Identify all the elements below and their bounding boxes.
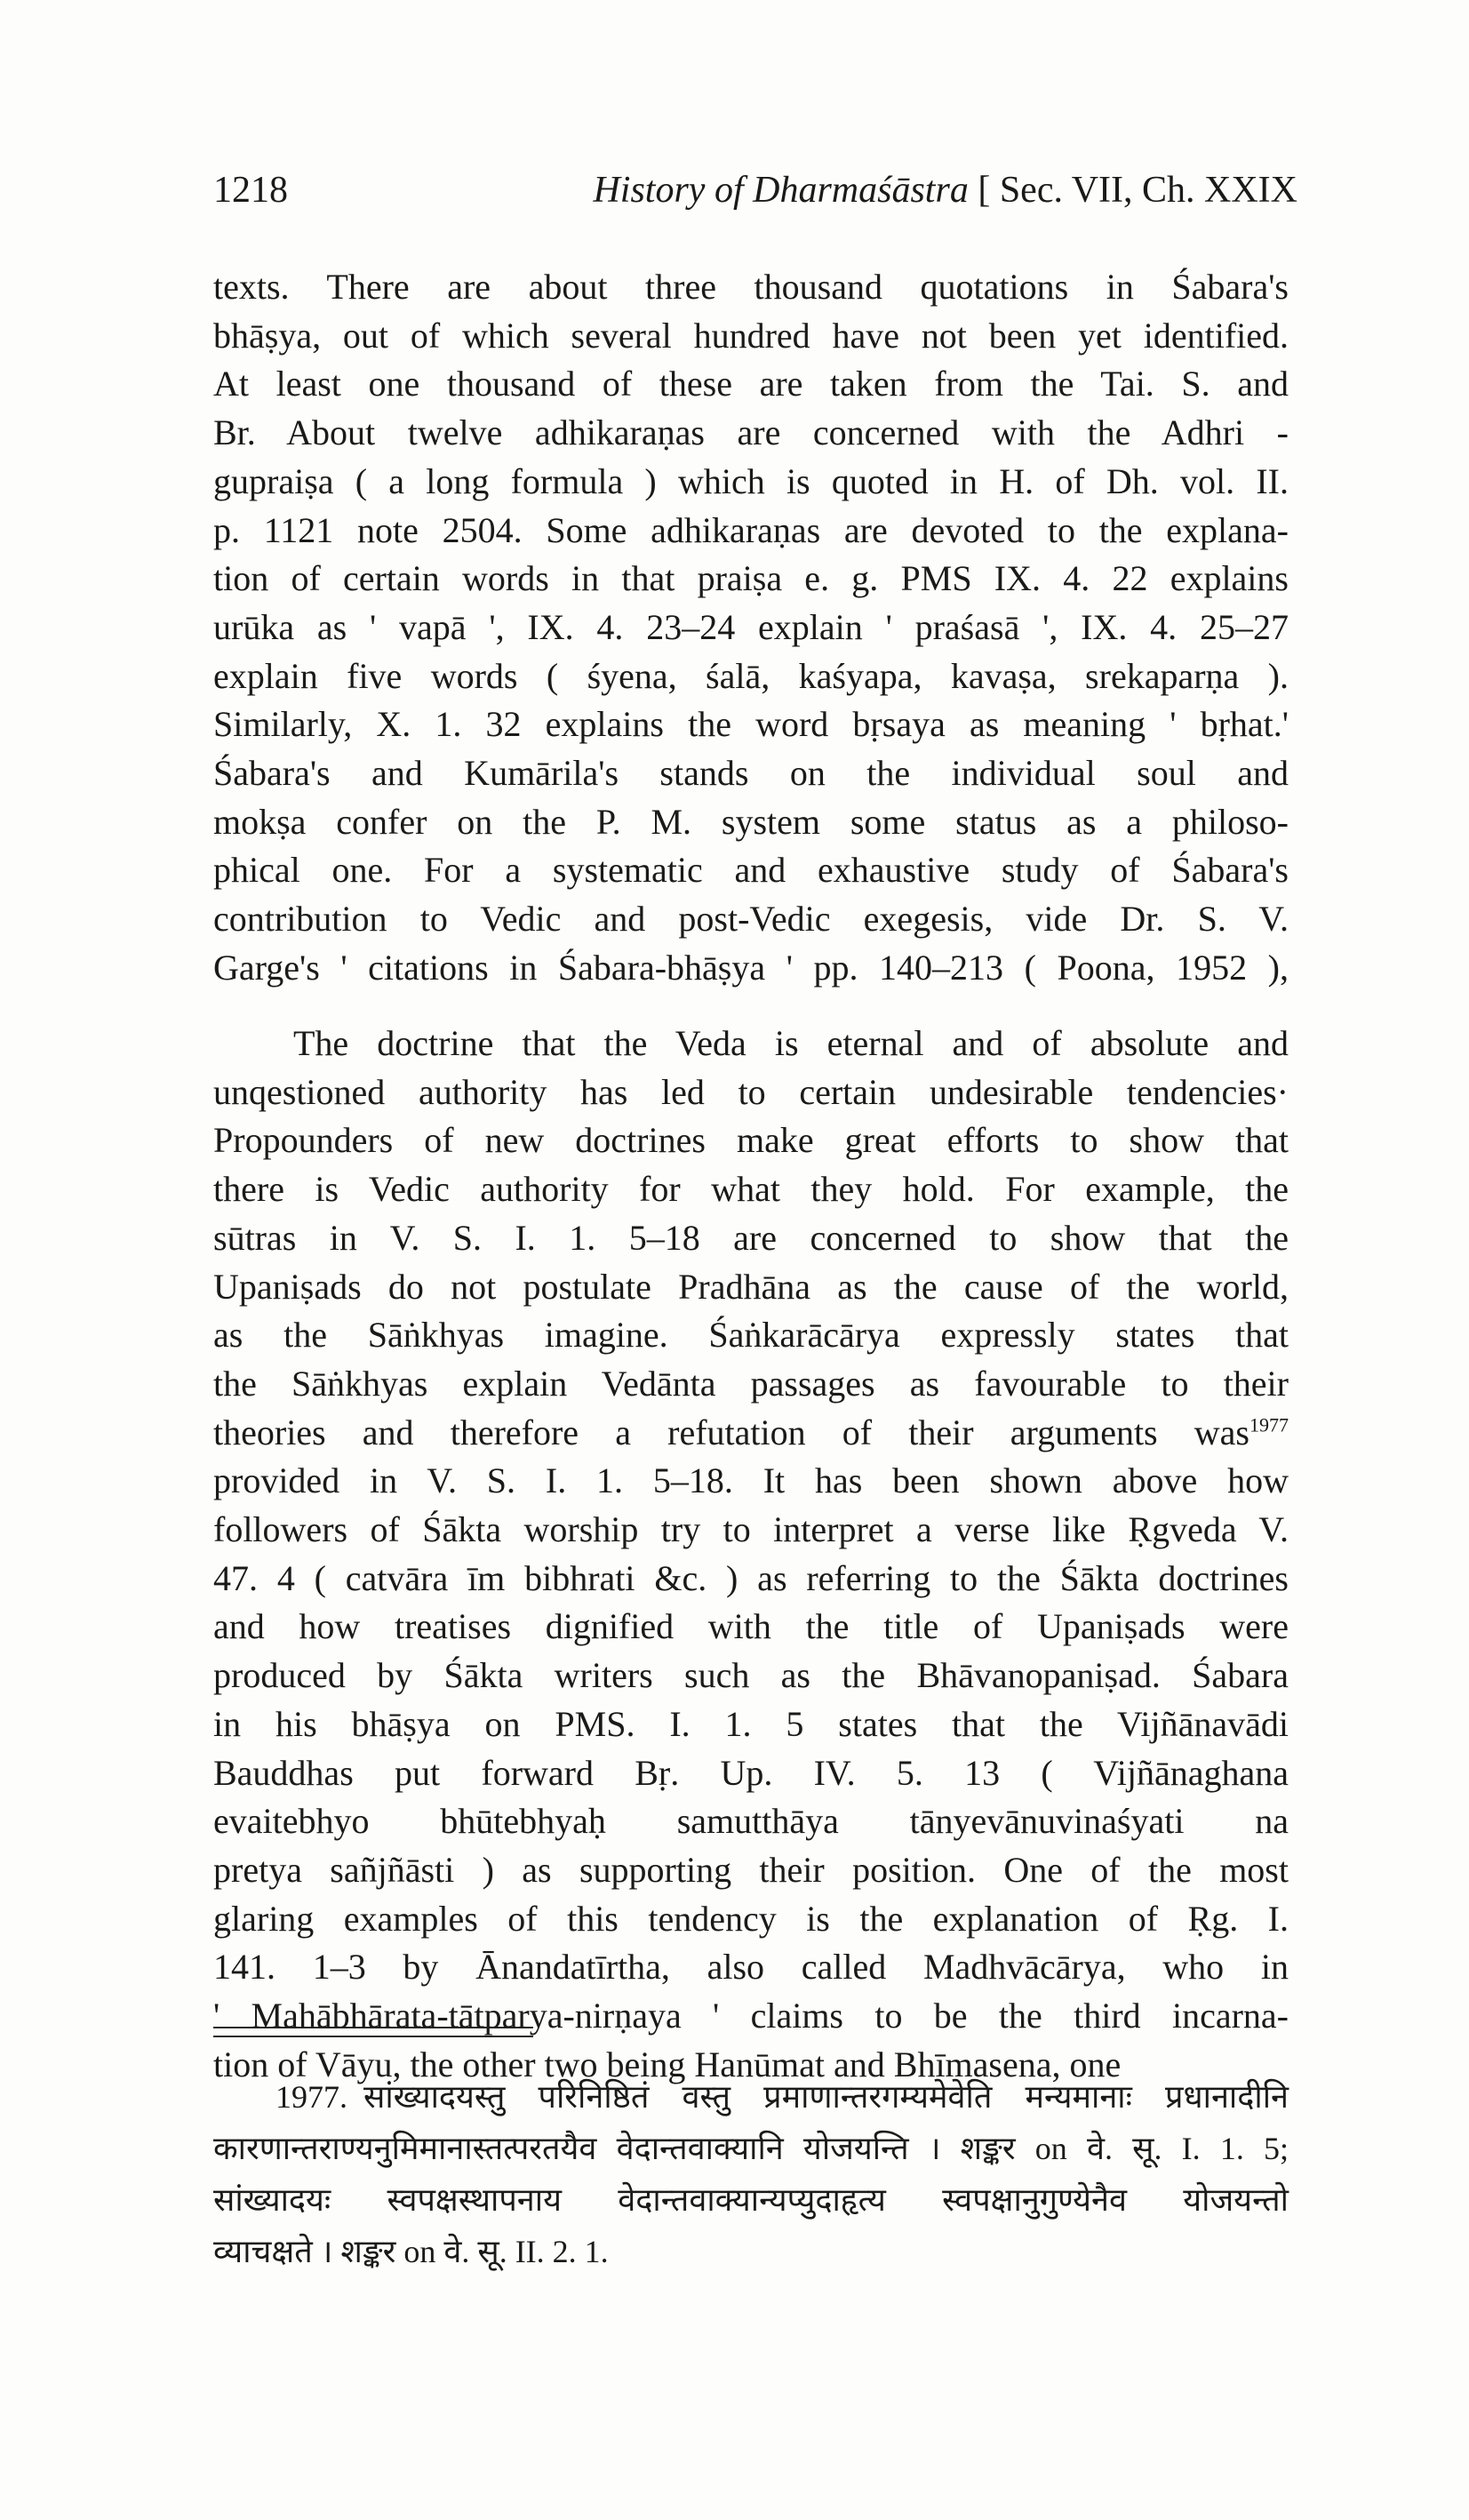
book-title: History of Dharmaśāstra	[593, 170, 969, 211]
footnote-divider	[213, 2027, 533, 2028]
text-line: Śabara's and Kumārila's stands on the individual soul and	[213, 753, 1289, 794]
text-line: Garge's ' citations in Śabara-bhāṣya ' pp. 140–213 ( Poona, 1952 ),	[213, 947, 1289, 988]
footnote-number: 1977.	[275, 2079, 347, 2115]
text-line: Br. About twelve adhikaraṇas are concerned with the Adhri -	[213, 412, 1289, 453]
footnote-line	[213, 2071, 1289, 2123]
text-line	[213, 1409, 1289, 1458]
text-line: evaitebhyo bhūtebhyaḥ samutthāya tānyevānuvinaśyati na	[213, 1801, 1289, 1842]
text-line: as the Sāṅkhyas imagine. Śaṅkarācārya expressly states that	[213, 1315, 1289, 1356]
footnote-text: सांख्यादयस्तु परिनिष्ठितं वस्तु प्रमाणान्तरगम्यमेवेति मन्यमानाः प्रधानादीनि	[363, 2079, 1289, 2115]
paragraph-1	[213, 263, 1289, 993]
text-line: phical one. For a systematic and exhaustive study of Śabara's	[213, 850, 1289, 891]
text-line: the Sāṅkhyas explain Vedānta passages as favourable to their	[213, 1363, 1289, 1404]
paragraph-2	[213, 1020, 1289, 2089]
footnote-divider	[213, 2036, 533, 2037]
section-label: [ Sec. VII, Ch. XXIX	[978, 170, 1297, 211]
text-line: At least one thousand of these are taken from the Tai. S. and	[213, 364, 1289, 404]
footnote-marker: 1977	[1249, 1413, 1289, 1436]
text-line: ' Mahābhārata-tātparya-nirṇaya ' claims to be the third incarna-	[213, 1996, 1289, 2036]
footnote	[213, 2071, 1289, 2277]
text-line: unqestioned authority has led to certain undesirable tendencies·	[213, 1071, 1289, 1112]
text-line: tion of certain words in that praiṣa e. g. PMS IX. 4. 22 explains	[213, 558, 1289, 599]
text-line: 141. 1–3 by Ānandatīrtha, also called Madhvācārya, who in	[213, 1947, 1289, 1988]
footnote-line: सांख्यादयः स्वपक्षस्थापनाय वेदान्तवाक्यान्यप्युदाहृत्य स्वपक्षानुगुण्येनैव योजयन्तो	[213, 2182, 1289, 2218]
text-line: bhāṣya, out of which several hundred have not been yet identified.	[213, 315, 1289, 356]
page-number: 1218	[213, 170, 288, 211]
text-line: contribution to Vedic and post-Vedic exegesis, vide Dr. S. V.	[213, 899, 1289, 940]
text-line: followers of Śākta worship try to interpret a verse like Ṛgveda V.	[213, 1509, 1289, 1550]
text-line: pretya sañjñāsti ) as supporting their position. One of the most	[213, 1849, 1289, 1890]
text-line: Upaniṣads do not postulate Pradhāna as the cause of the world,	[213, 1266, 1289, 1307]
text-line: texts. There are about three thousand quotations in Śabara's	[213, 267, 1289, 307]
text-line: produced by Śākta writers such as the Bhāvanopaniṣad. Śabara	[213, 1655, 1289, 1696]
text-line: The doctrine that the Veda is eternal and of absolute and	[293, 1023, 1289, 1063]
text-segment: theories and therefore a refutation of their arguments was	[213, 1412, 1249, 1452]
text-line: and how treatises dignified with the title of Upaniṣads were	[213, 1606, 1289, 1647]
text-line: Bauddhas put forward Bṛ. Up. IV. 5. 13 ( Vijñānaghana	[213, 1752, 1289, 1793]
text-line: provided in V. S. I. 1. 5–18. It has been shown above how	[213, 1460, 1289, 1501]
text-line: Similarly, X. 1. 32 explains the word bṛsaya as meaning ' bṛhat.'	[213, 704, 1289, 745]
text-line: in his bhāṣya on PMS. I. 1. 5 states that the Vijñānavādi	[213, 1703, 1289, 1744]
running-title	[593, 169, 1297, 212]
text-line: explain five words ( śyena, śalā, kaśyapa, kavaṣa, srekaparṇa ).	[213, 655, 1289, 696]
footnote-line: व्याचक्षते । शङ्कर on वे. सू. II. 2. 1.	[213, 2234, 609, 2269]
footnote-line: कारणान्तराण्यनुमिमानास्तत्परतयैव वेदान्तवाक्यानि योजयन्ति । शङ्कर on वे. सू. I. 1. 5;	[213, 2131, 1289, 2166]
text-line: mokṣa confer on the P. M. system some status as a philoso-	[213, 801, 1289, 842]
text-line: urūka as ' vapā ', IX. 4. 23–24 explain ' praśasā ', IX. 4. 25–27	[213, 606, 1289, 647]
text-line: gupraiṣa ( a long formula ) which is quoted in H. of Dh. vol. II.	[213, 460, 1289, 501]
text-line: sūtras in V. S. I. 1. 5–18 are concerned to show that the	[213, 1217, 1289, 1258]
text-line: p. 1121 note 2504. Some adhikaraṇas are devoted to the explana-	[213, 509, 1289, 550]
text-line: tion of Vāyu, the other two being Hanūmat and Bhīmasena, one	[213, 2044, 1122, 2084]
text-line: there is Vedic authority for what they hold. For example, the	[213, 1169, 1289, 1210]
text-line: 47. 4 ( catvāra īm bibhrati &c. ) as referring to the Śākta doctrines	[213, 1557, 1289, 1598]
text-line: glaring examples of this tendency is the explanation of Ṛg. I.	[213, 1898, 1289, 1939]
text-line: Propounders of new doctrines make great efforts to show that	[213, 1120, 1289, 1161]
page-header	[213, 169, 1297, 231]
